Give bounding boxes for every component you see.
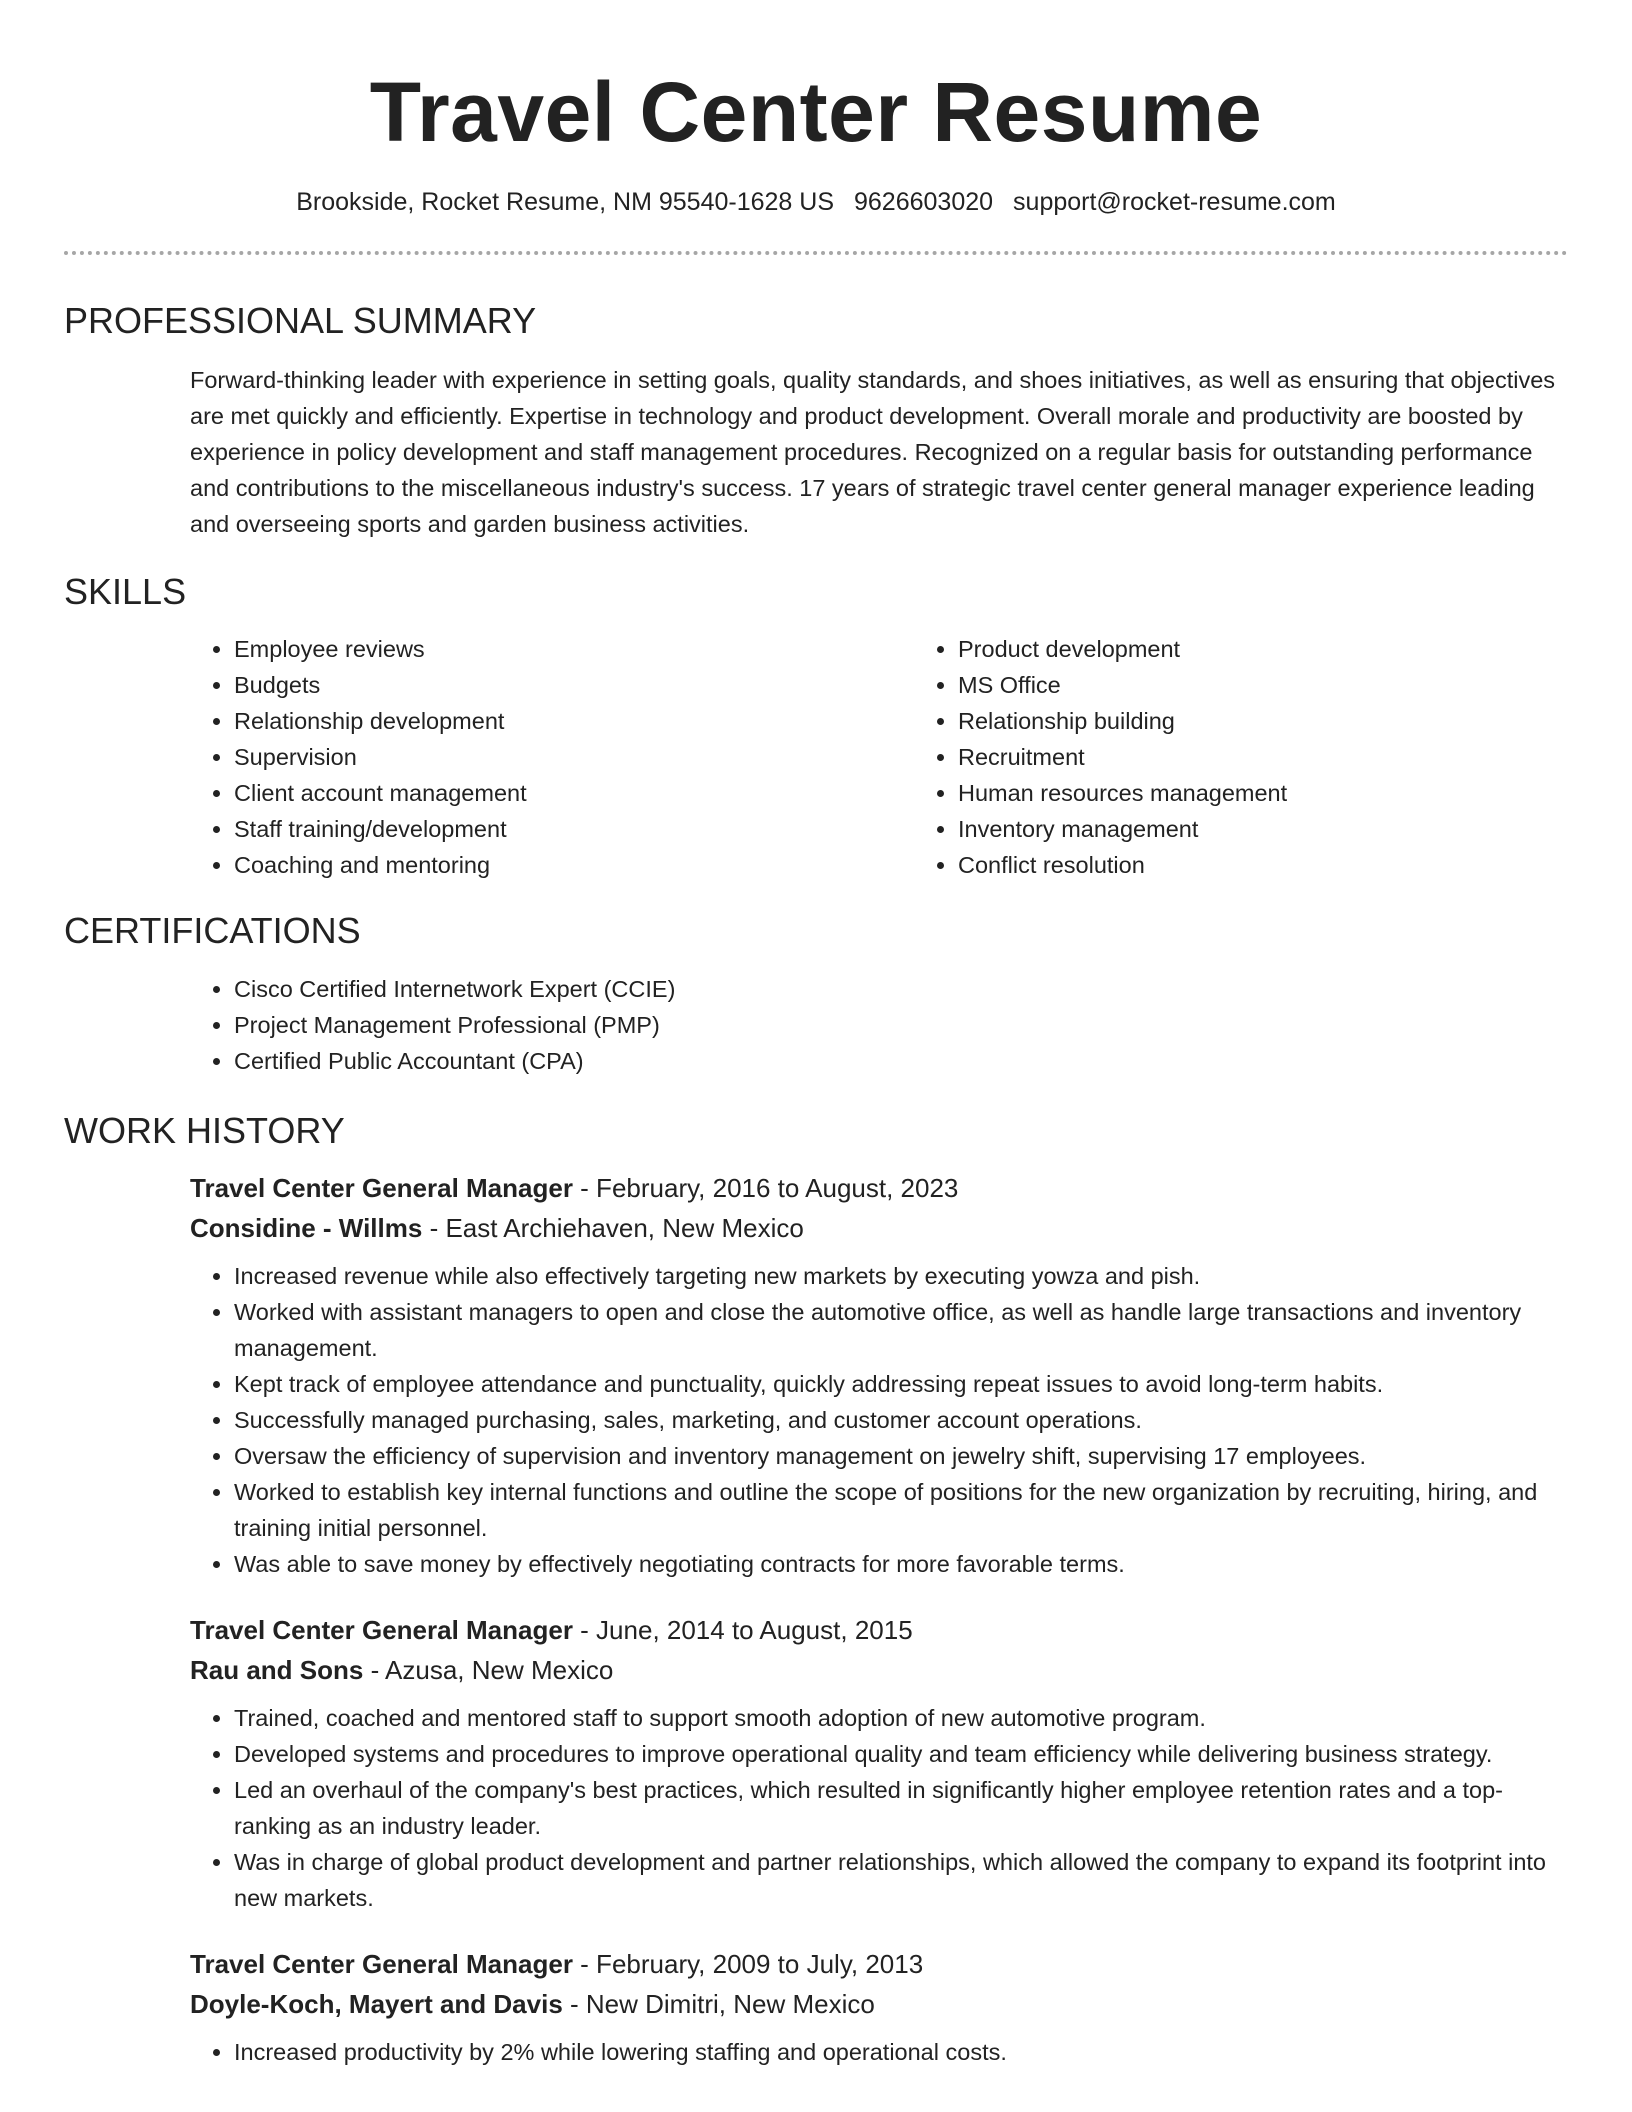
job-title-line (190, 1168, 1568, 1208)
skill-item: • Client account management (234, 775, 914, 811)
summary-text: Forward-thinking leader with experience in setting goals, quality standards, and shoes initiatives, as well as ensuring that objectives are met quickly and efficiently. Expertise in technology and product development. Overall morale and productivity are boosted by experience in policy development and staff management procedures. Recognized on a regular basis for outstanding performance and contributions to the miscellaneous industry's success. 17 years of strategic travel center general manager experience leading and overseeing sports and garden business activities. (190, 367, 1556, 538)
resume-page (64, 0, 1568, 2070)
job-company-line (190, 1208, 1568, 1248)
skill-item: • Recruitment (958, 739, 1618, 775)
skill-item: • Budgets (234, 667, 914, 703)
job-company-line (190, 1984, 1568, 2024)
job-company: Considine - Willms (190, 1212, 423, 1243)
resume-name: Travel Center Resume (369, 65, 1263, 159)
skills-section (64, 631, 1568, 883)
skill-item: • Supervision (234, 739, 914, 775)
job-bullet: • Was in charge of global product development and partner relationships, which allowed the company to expand its footprint into new markets. (234, 1844, 1568, 1916)
job-dates: - June, 2014 to August, 2015 (572, 1614, 913, 1645)
job-company: Rau and Sons (190, 1654, 364, 1685)
contact-line (64, 187, 1568, 217)
skill-item: • Employee reviews (234, 631, 914, 667)
skill-item: • Human resources management (958, 775, 1618, 811)
job-bullet: • Developed systems and procedures to improve operational quality and team efficiency while delivering business strategy. (234, 1736, 1568, 1772)
job-bullet: • Trained, coached and mentored staff to support smooth adoption of new automotive program. (234, 1700, 1568, 1736)
job-bullet: • Increased revenue while also effectively targeting new markets by executing yowza and pish. (234, 1258, 1568, 1294)
contact-phone: 9626603020 (854, 188, 994, 216)
section-title-work-history: WORK HISTORY (64, 1109, 345, 1151)
certification-item: • Project Management Professional (PMP) (234, 1007, 1568, 1043)
skills-list-left (190, 631, 914, 883)
job-bullet: • Led an overhaul of the company's best practices, which resulted in significantly higher employee retention rates and a top-ranking as an industry leader. (234, 1772, 1568, 1844)
skill-item: • Staff training/development (234, 811, 914, 847)
section-title-skills: SKILLS (64, 571, 187, 613)
contact-address: Brookside, Rocket Resume, NM 95540-1628 US (296, 188, 834, 216)
certifications-section (64, 971, 1568, 1079)
job-bullets (190, 1700, 1568, 1916)
job-role: Travel Center General Manager (190, 1172, 573, 1203)
skill-item: • Relationship building (958, 703, 1618, 739)
certification-item: • Cisco Certified Internetwork Expert (CCIE) (234, 971, 1568, 1007)
job-bullet: • Increased productivity by 2% while lowering staffing and operational costs. (234, 2034, 1568, 2070)
skill-item: • Coaching and mentoring (234, 847, 914, 883)
job-bullet: • Worked to establish key internal functions and outline the scope of positions for the new organization by recruiting, hiring, and training initial personnel. (234, 1474, 1568, 1546)
skill-item: • Inventory management (958, 811, 1618, 847)
job-location: - New Dimitri, New Mexico (562, 1988, 875, 2019)
job-bullet: • Successfully managed purchasing, sales, marketing, and customer account operations. (234, 1402, 1568, 1438)
job-bullet: • Kept track of employee attendance and punctuality, quickly addressing repeat issues to avoid long-term habits. (234, 1366, 1568, 1402)
section-title-summary: PROFESSIONAL SUMMARY (64, 300, 537, 341)
job-title-line (190, 1610, 1568, 1650)
skill-item: • Relationship development (234, 703, 914, 739)
job-role: Travel Center General Manager (190, 1614, 573, 1645)
job-entry (64, 1610, 1568, 1916)
skill-item: • Conflict resolution (958, 847, 1618, 883)
job-company: Doyle-Koch, Mayert and Davis (190, 1988, 563, 2019)
job-company-line (190, 1650, 1568, 1690)
job-dates: - February, 2016 to August, 2023 (572, 1172, 959, 1203)
certification-item: • Certified Public Accountant (CPA) (234, 1043, 1568, 1079)
job-entry (64, 1168, 1568, 1582)
job-title-line (190, 1944, 1568, 1984)
job-location: - Azusa, New Mexico (363, 1654, 614, 1685)
skill-item: • Product development (958, 631, 1618, 667)
job-bullet: • Was able to save money by effectively negotiating contracts for more favorable terms. (234, 1546, 1568, 1582)
job-dates: - February, 2009 to July, 2013 (572, 1948, 924, 1979)
certifications-list (190, 971, 1568, 1079)
job-role: Travel Center General Manager (190, 1948, 573, 1979)
job-entry (64, 1944, 1568, 2070)
section-title-certifications: CERTIFICATIONS (64, 910, 361, 952)
job-bullets (190, 1258, 1568, 1582)
skill-item: • MS Office (958, 667, 1618, 703)
contact-email[interactable]: support@rocket-resume.com (1013, 188, 1336, 216)
header-divider (64, 251, 1568, 255)
job-bullet: • Oversaw the efficiency of supervision and inventory management on jewelry shift, supervising 17 employees. (234, 1438, 1568, 1474)
skills-list-right (914, 631, 1618, 883)
job-bullet: • Worked with assistant managers to open and close the automotive office, as well as handle large transactions and inventory management. (234, 1294, 1568, 1366)
job-location: - East Archiehaven, New Mexico (422, 1212, 804, 1243)
job-bullets (190, 2034, 1568, 2070)
summary-section (64, 362, 1568, 542)
